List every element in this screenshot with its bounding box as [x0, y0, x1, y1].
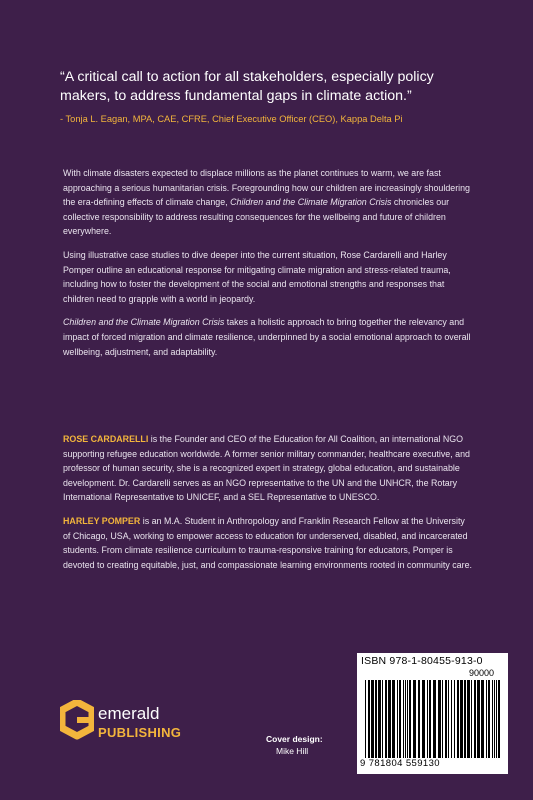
- author-bios: [63, 432, 473, 581]
- book-title: Children and the Climate Migration Crisis: [230, 197, 392, 208]
- book-description: [63, 166, 473, 368]
- quote-attribution: - Tonja L. Eagan, MPA, CAE, CFRE, Chief Executive Officer (CEO), Kappa Delta Pi: [60, 114, 403, 124]
- bio-rose-cardarelli: ROSE CARDARELLI is the Founder and CEO of the Education for All Coalition, an international NGO supporting refugee education worldwide. A former senior military commander, healthcare executive, and professor of human security, she is a recognized expert in strategy, global education, and sustainable development. Dr. Cardarelli serves as an NGO representative to the UN and the UNHCR, the Rotary International Representative to UNICEF, and a SEL Representative to UNESCO.: [63, 434, 470, 503]
- price-code: 90000: [469, 668, 495, 678]
- author-name: ROSE CARDARELLI: [63, 434, 149, 444]
- emerald-logo-icon: [60, 700, 94, 744]
- description-paragraph-2: Using illustrative case studies to dive deeper into the current situation, Rose Cardarelli and Harley Pomper outline an educational response for mitigating climate migration and stress-related trauma, including how to foster the development of the social and emotional strengths and responses that children need to grapple with a world in jeopardy.: [63, 249, 451, 304]
- cover-designer-name: Mike Hill: [276, 746, 309, 756]
- description-paragraph-3: Children and the Climate Migration Crisis takes a holistic approach to bring together the relevancy and impact of forced migration and climate resilience, underpinned by a social emotional approach to overall wellbeing, adjustment, and adaptability.: [63, 317, 471, 357]
- publisher-subname: PUBLISHING: [98, 725, 182, 740]
- author-name: HARLEY POMPER: [63, 515, 141, 526]
- isbn-barcode: [357, 653, 508, 774]
- publisher-name: emerald: [98, 704, 160, 723]
- barcode-bars: [365, 680, 502, 758]
- bio-harley-pomper: HARLEY POMPER is an M.A. Student in Anthropology and Franklin Research Fellow at the University of Chicago, USA, working to empower access to education for underserved, disabled, and incarcerated students. From climate resilience curriculum to trauma-responsive training for educators, Pomper is devoted to creating equitable, just, and compassionate learning environments rooted in community care.: [63, 515, 472, 570]
- cover-design-label: Cover design:: [266, 734, 323, 744]
- publisher-logo: [60, 700, 220, 748]
- back-cover-quote: “A critical call to action for all stakeholders, especially policy makers, to address fundamental gaps in climate action.”: [60, 69, 434, 104]
- book-title: Children and the Climate Migration Crisis: [63, 317, 225, 328]
- isbn-text: ISBN 978-1-80455-913-0: [361, 655, 483, 667]
- description-paragraph-1: With climate disasters expected to displace millions as the planet continues to warm, we are fast approaching a serious humanitarian crisis. Foregrounding how our children are increasingly shouldering the era-defining effects of climate change, Children and the Climate Migration Crisis chronicles our collective responsibility to address resulting consequences for the wellbeing and future of children everywhere.: [63, 168, 470, 237]
- ean-digits: 9 781804 559130: [360, 758, 440, 769]
